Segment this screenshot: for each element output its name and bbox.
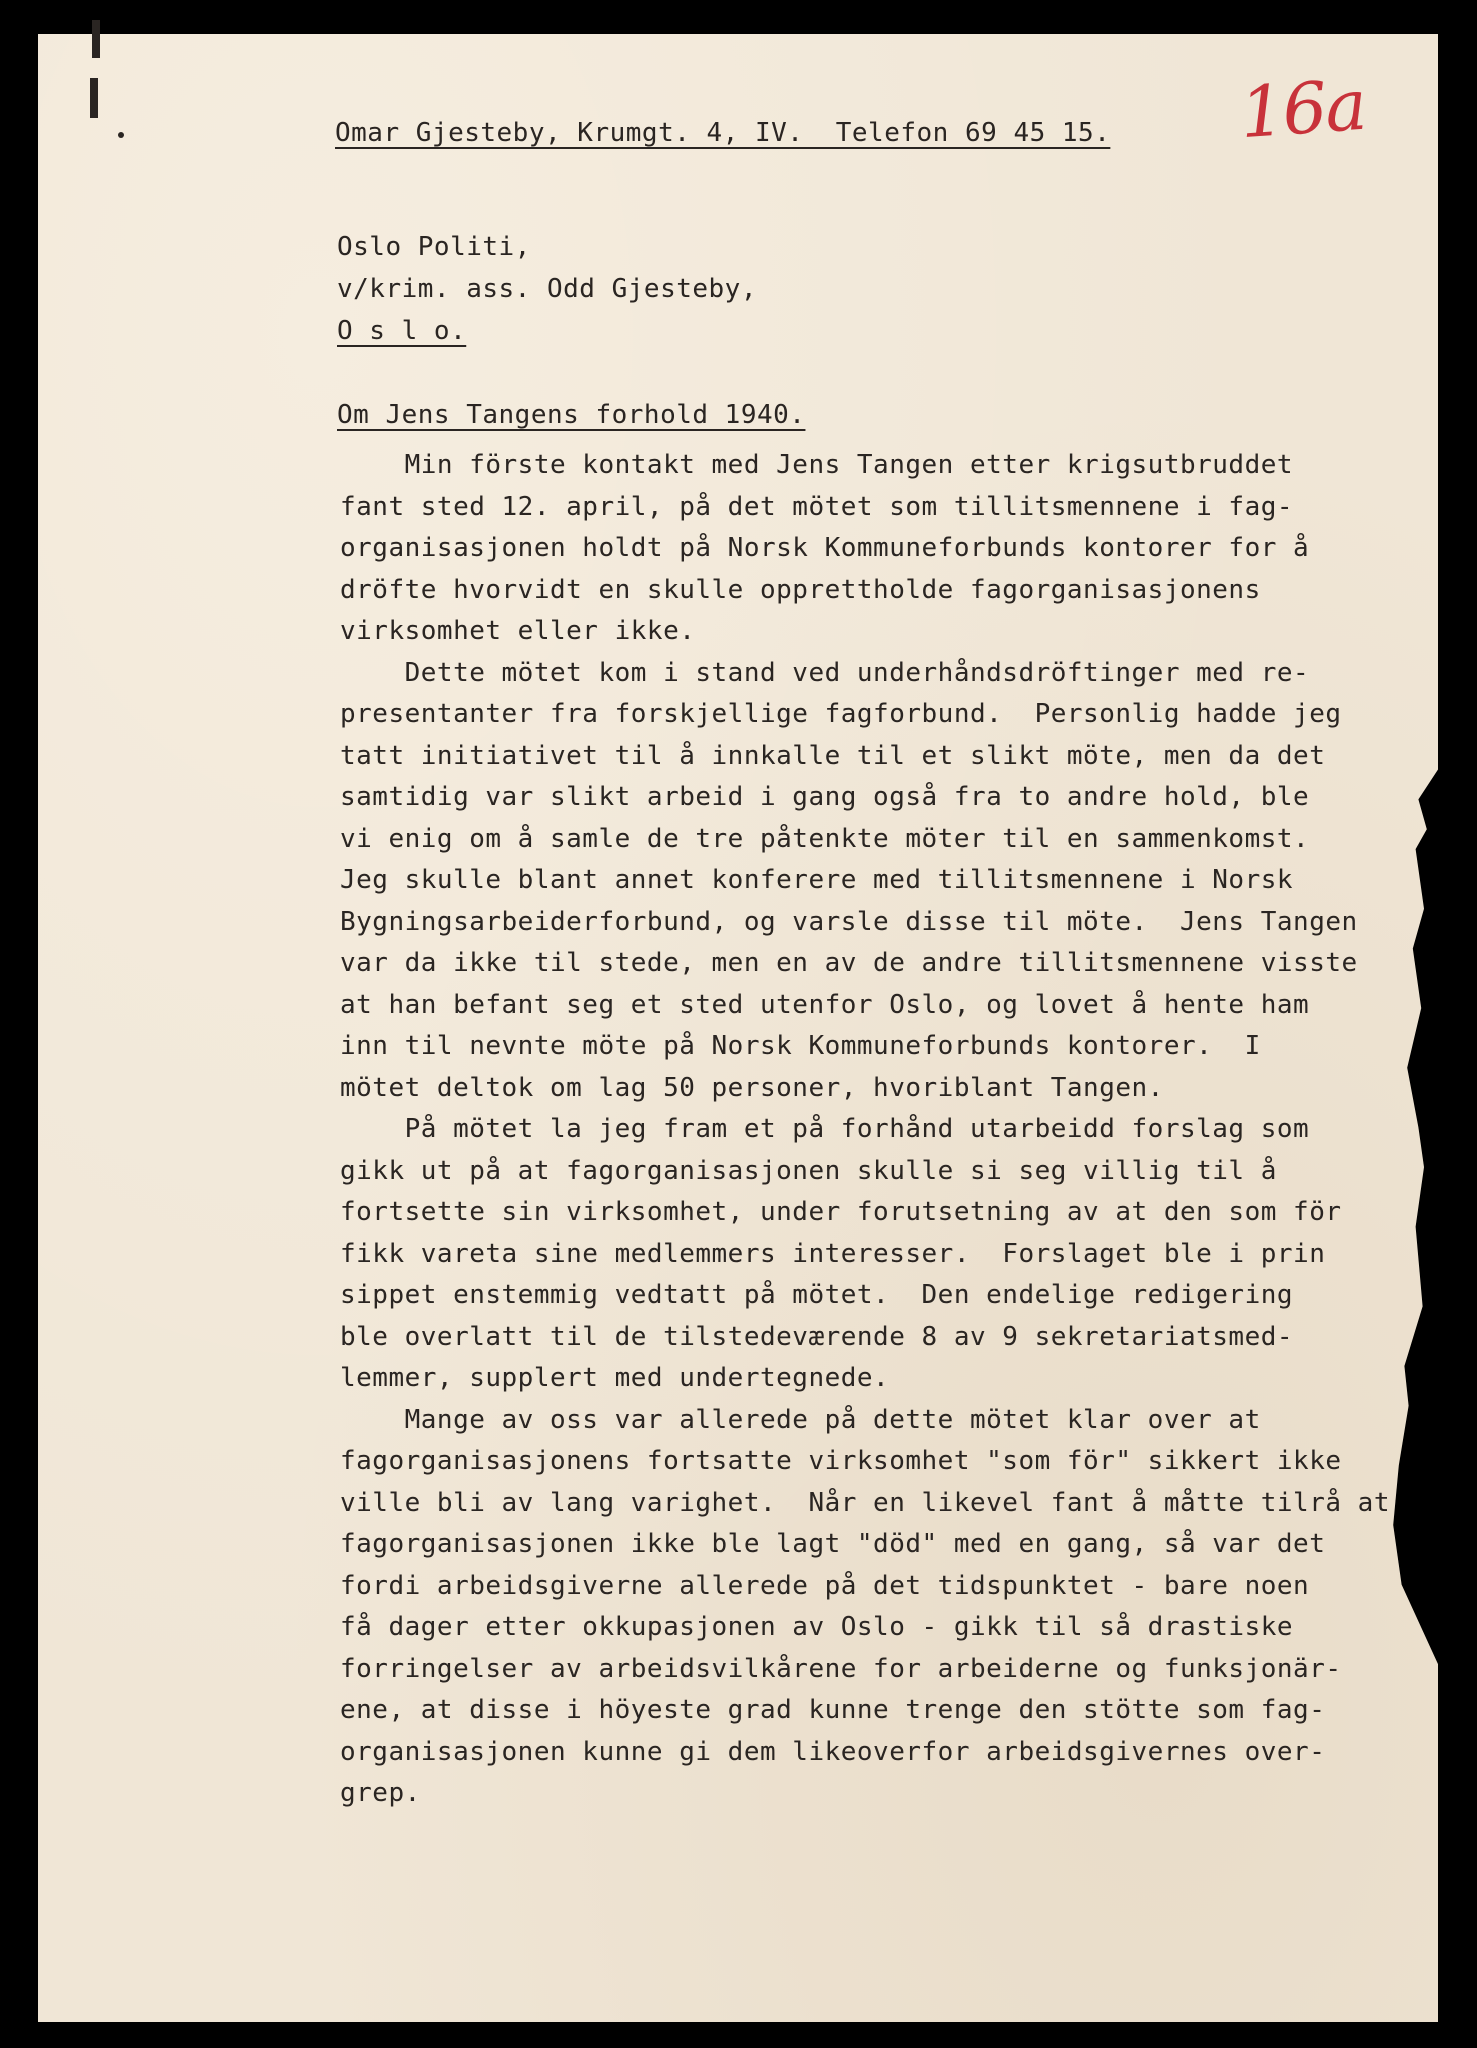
- body-line: Bygningsarbeiderforbund, og varsle disse til möte. Jens Tangen: [340, 906, 1358, 937]
- punch-dot: [118, 132, 124, 138]
- body-line: virksomhet eller ikke.: [340, 616, 696, 646]
- body-line: fordi arbeidsgiverne allerede på det tidspunktet - bare noen: [340, 1570, 1310, 1601]
- body-line: fagorganisasjonens fortsatte virksomhet "som för" sikkert ikke: [340, 1446, 1342, 1476]
- address-line: Oslo Politi,: [337, 232, 531, 262]
- body-line: gikk ut på at fagorganisasjonen skulle si seg villig til å: [340, 1155, 1277, 1186]
- body-line: fagorganisasjonen ikke ble lagt "död" med en gang, så var det: [340, 1529, 1326, 1559]
- body-line: fikk vareta sine medlemmers interesser. Forslaget ble i prin: [340, 1238, 1326, 1269]
- body-line: presentanter fra forskjellige fagforbund. Personlig hadde jeg: [340, 699, 1342, 729]
- body-line: grep.: [340, 1778, 421, 1808]
- address-line: v/krim. ass. Odd Gjesteby,: [337, 274, 757, 304]
- punch-mark: [92, 20, 100, 58]
- body-line: samtidig var slikt arbeid i gang også fra to andre hold, ble: [340, 782, 1310, 812]
- body-line: tatt initiativet til å innkalle til et slikt möte, men da det: [340, 740, 1326, 771]
- handwritten-page-number: 16a: [1237, 63, 1368, 155]
- body-line: fant sted 12. april, på det mötet som tillitsmennene i fag-: [340, 491, 1294, 522]
- body-line: dröfte hvorvidt en skulle opprettholde fagorganisasjonens: [340, 574, 1261, 605]
- body-line: Jeg skulle blant annet konferere med tillitsmennene i Norsk: [340, 865, 1294, 895]
- body-line: forringelser av arbeidsvilkårene for arbeiderne og funksjonär-: [340, 1653, 1342, 1684]
- body-line: var da ikke til stede, men en av de andre tillitsmennene visste: [340, 948, 1358, 978]
- subject-line: Om Jens Tangens forhold 1940.: [337, 400, 806, 430]
- body-line: ville bli av lang varighet. Når en likevel fant å måtte tilrå at: [340, 1487, 1390, 1518]
- body-line: organisasjonen kunne gi dem likeoverfor arbeidsgivernes over-: [340, 1736, 1326, 1767]
- body-line: få dager etter okkupasjonen av Oslo - gikk til så drastiske: [340, 1612, 1294, 1642]
- body-line: lemmer, supplert med undertegnede.: [340, 1363, 890, 1393]
- address-city: O s l o.: [337, 316, 467, 346]
- body-line: Min förste kontakt med Jens Tangen etter krigsutbruddet: [340, 450, 1294, 480]
- body-line: ene, at disse i höyeste grad kunne trenge den stötte som fag-: [340, 1695, 1326, 1725]
- body-line: inn til nevnte möte på Norsk Kommuneforbunds kontorer. I: [340, 1031, 1261, 1061]
- letterhead: Omar Gjesteby, Krumgt. 4, IV. Telefon 69 45 15.: [335, 118, 1111, 148]
- body-line: at han befant seg et sted utenfor Oslo, og lovet å hente ham: [340, 989, 1310, 1020]
- punch-mark: [90, 78, 98, 118]
- body-line: Dette mötet kom i stand ved underhåndsdröftinger med re-: [340, 657, 1310, 688]
- body-line: vi enig om å samle de tre påtenkte möter til en sammenkomst.: [340, 823, 1310, 854]
- body-line: På mötet la jeg fram et på forhånd utarbeidd forslag som: [340, 1114, 1310, 1144]
- body-line: sippet enstemmig vedtatt på mötet. Den endelige redigering: [340, 1280, 1294, 1310]
- body-line: Mange av oss var allerede på dette mötet klar over at: [340, 1404, 1261, 1435]
- body-line: ble overlatt til de tilstedeværende 8 av 9 sekretariatsmed-: [340, 1321, 1294, 1352]
- body-line: organisasjonen holdt på Norsk Kommuneforbunds kontorer for å: [340, 533, 1310, 563]
- body-line: mötet deltok om lag 50 personer, hvoriblant Tangen.: [340, 1072, 1164, 1103]
- body-line: fortsette sin virksomhet, under forutsetning av at den som för: [340, 1197, 1342, 1227]
